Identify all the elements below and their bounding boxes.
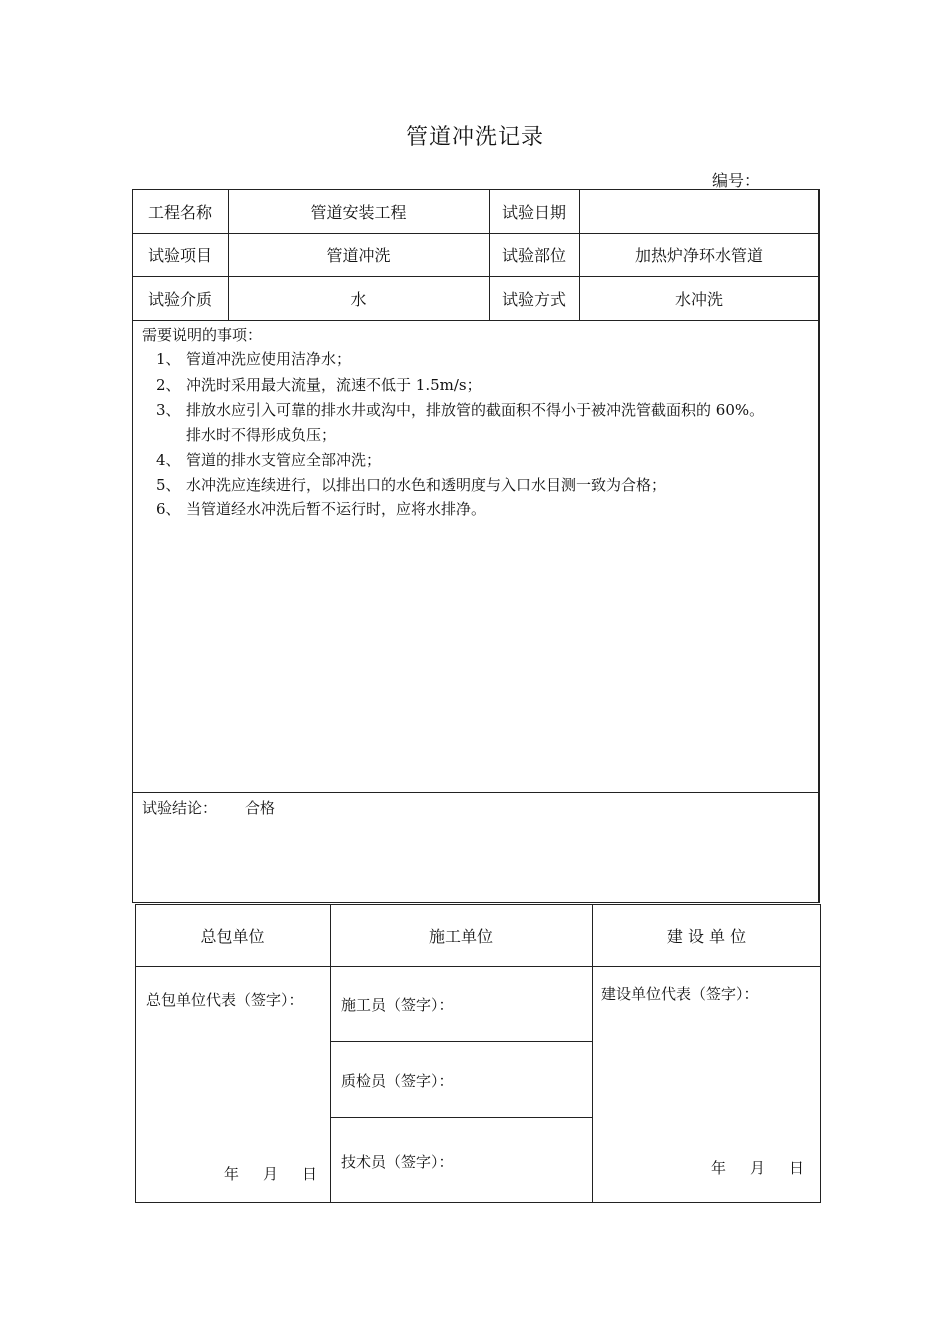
general-contractor-header: 总包单位 [200, 926, 265, 946]
note-item: 1、 管道冲洗应使用洁净水； [156, 350, 352, 368]
project-name-value: 管道安装工程 [310, 202, 407, 222]
test-location-label: 试验部位 [501, 246, 566, 265]
owner-rep-signature[interactable]: 建设单位代表（签字）： [601, 985, 759, 1003]
general-contractor-rep-signature[interactable]: 总包单位代表（签字）： [146, 991, 304, 1009]
general-contractor-date: 年 月 日 [224, 1165, 318, 1183]
test-conclusion [142, 797, 275, 818]
note-item: 4、 管道的排水支管应全部冲洗； [156, 451, 382, 469]
owner-unit-header: 建 设 单 位 [666, 926, 747, 946]
test-medium-label: 试验介质 [147, 289, 212, 309]
test-method-value: 水冲洗 [674, 289, 723, 309]
document-title: 管道冲洗记录 [405, 125, 544, 150]
note-item: 3、 排放水应引入可靠的排水井或沟中，排放管的截面积不得小于被冲洗管截面积的 60%。 [156, 401, 765, 419]
construction-unit-header: 施工单位 [428, 926, 493, 946]
constructor-signature[interactable]: 施工员（签字）： [341, 996, 454, 1014]
test-location-value: 加热炉净环水管道 [634, 246, 763, 265]
conclusion-value: 合格 [245, 799, 276, 817]
note-item: 2、 冲洗时采用最大流量，流速不低于 1.5m/s； [156, 376, 482, 394]
note-item-continuation: 排水时不得形成负压； [186, 426, 337, 444]
owner-date: 年 月 日 [711, 1159, 805, 1177]
note-item: 5、 水冲洗应连续进行，以排出口的水色和透明度与入口水目测一致为合格； [156, 476, 667, 494]
conclusion-label: 试验结论： [142, 799, 218, 817]
inspector-signature[interactable]: 质检员（签字）： [341, 1072, 454, 1090]
project-name-label: 工程名称 [147, 202, 212, 222]
document-number-label: 编号： [712, 171, 761, 190]
test-date-label: 试验日期 [501, 202, 566, 222]
test-medium-value: 水 [350, 289, 367, 309]
test-item-value: 管道冲洗 [326, 246, 391, 265]
test-item-label: 试验项目 [147, 246, 212, 265]
test-date-value[interactable] [579, 189, 819, 233]
note-item: 6、 当管道经水冲洗后暂不运行时，应将水排净。 [156, 500, 487, 518]
notes-title: 需要说明的事项： [142, 326, 263, 344]
test-method-label: 试验方式 [501, 289, 566, 309]
technician-signature[interactable]: 技术员（签字）： [341, 1153, 454, 1171]
